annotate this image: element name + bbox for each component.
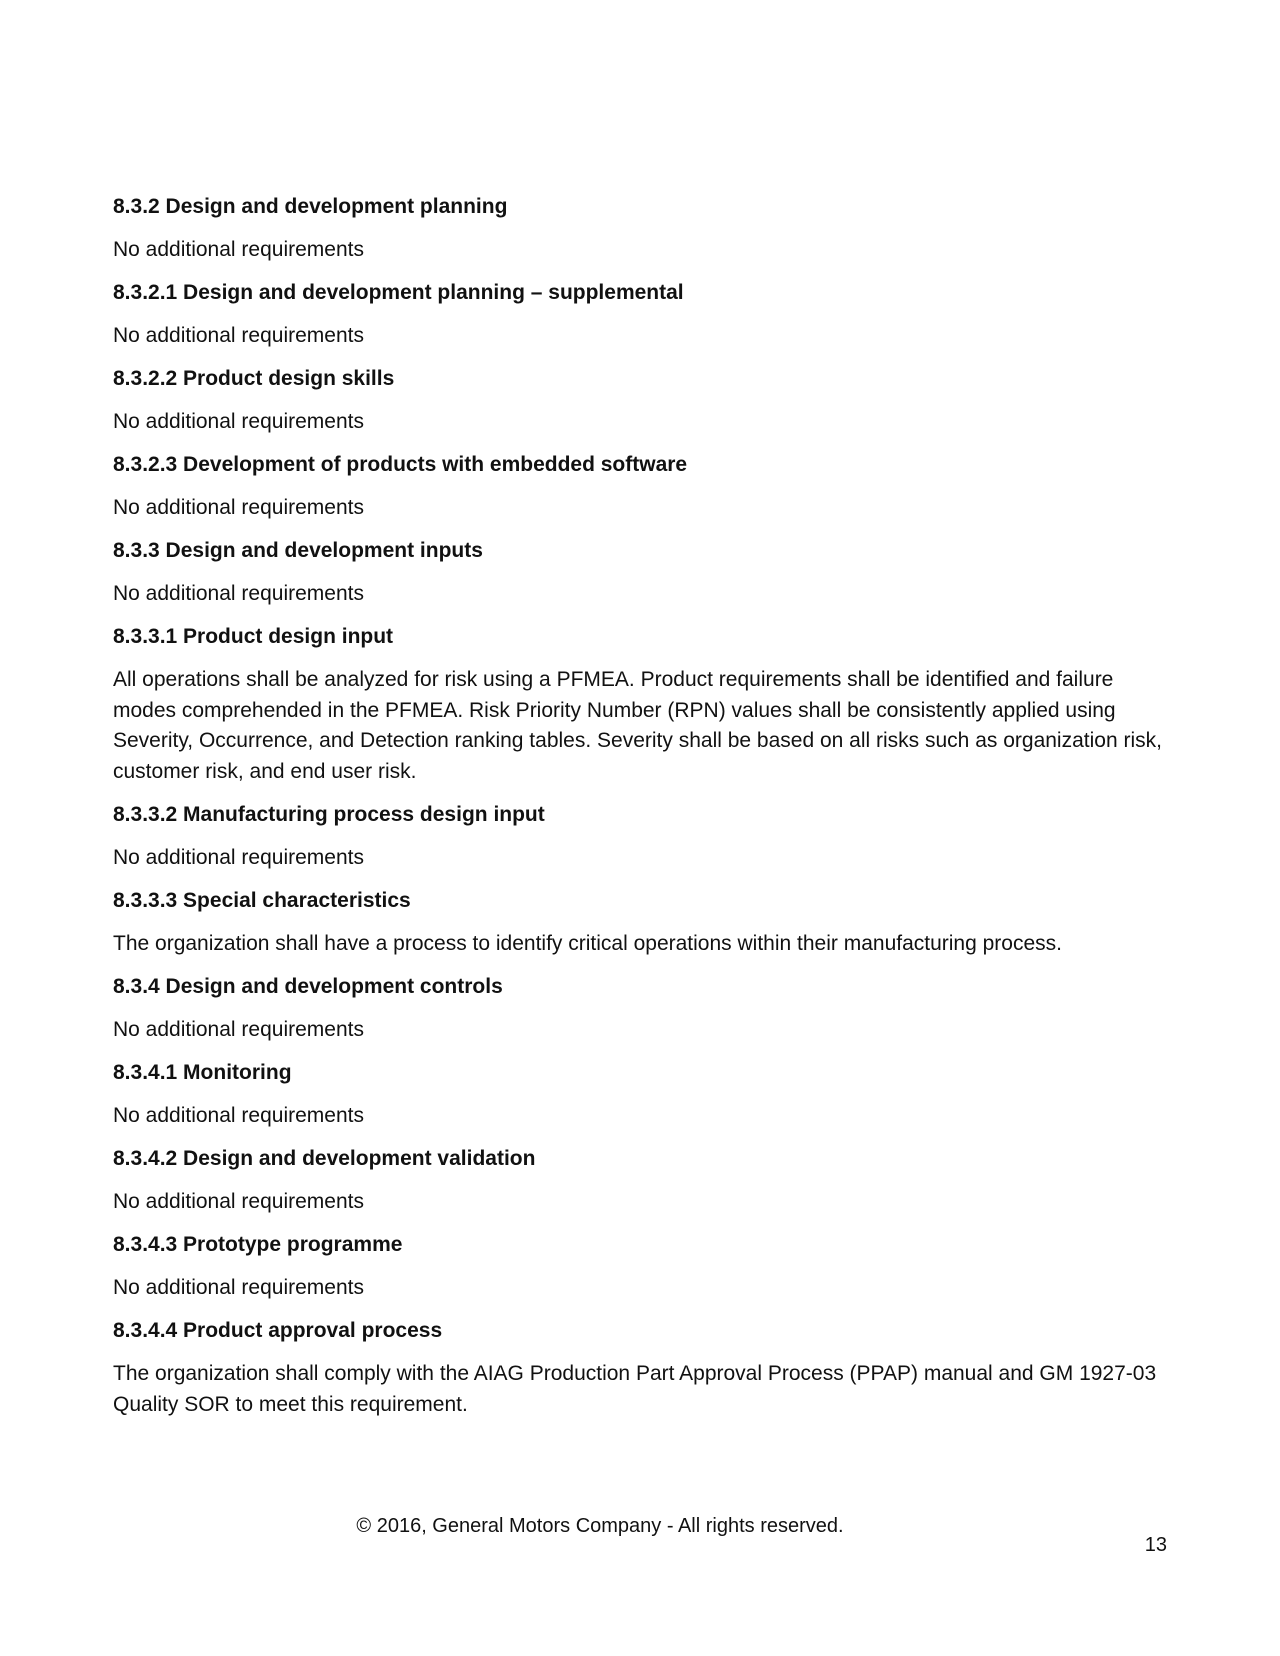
section-8-3-2-2: [113, 364, 1173, 437]
section-heading: 8.3.3.3 Special characteristics: [113, 889, 411, 912]
section-body: No additional requirements: [113, 846, 364, 869]
section-heading: 8.3.3 Design and development inputs: [113, 539, 483, 562]
section-8-3-4-2: [113, 1144, 1173, 1217]
section-body: All operations shall be analyzed for risk using a PFMEA. Product requirements shall be identified and failure modes comprehended in the PFMEA. Risk Priority Number (RPN) values shall be consistently applied using Severity, Occurrence, and Detection ranking tables. Severity shall be based on all risks such as organization risk, customer risk, and end user risk.: [113, 668, 1162, 783]
section-8-3-2-1: [113, 278, 1173, 351]
page-number: 13: [1144, 1534, 1167, 1556]
section-heading: 8.3.3.2 Manufacturing process design input: [113, 803, 545, 826]
section-body: No additional requirements: [113, 582, 364, 605]
section-body: No additional requirements: [113, 324, 364, 347]
section-heading: 8.3.4.2 Design and development validation: [113, 1147, 536, 1170]
section-8-3-3-2: [113, 800, 1173, 873]
section-body: The organization shall have a process to identify critical operations within their manufacturing process.: [113, 932, 1062, 955]
section-body: No additional requirements: [113, 1104, 364, 1127]
section-body: No additional requirements: [113, 410, 364, 433]
section-body: No additional requirements: [113, 1190, 364, 1213]
footer-copyright: © 2016, General Motors Company - All rights reserved.: [356, 1515, 844, 1537]
section-heading: 8.3.2.3 Development of products with embedded software: [113, 453, 688, 476]
section-heading: 8.3.2 Design and development planning: [113, 195, 508, 218]
section-heading: 8.3.2.2 Product design skills: [113, 367, 395, 390]
section-8-3-3: [113, 536, 1173, 609]
section-8-3-4: [113, 972, 1173, 1045]
section-8-3-2: [113, 192, 1173, 265]
section-body: The organization shall comply with the AIAG Production Part Approval Process (PPAP) manual and GM 1927-03 Quality SOR to meet this requirement.: [113, 1362, 1157, 1416]
section-body: No additional requirements: [113, 496, 364, 519]
section-heading: 8.3.4.1 Monitoring: [113, 1061, 292, 1084]
section-heading: 8.3.4.4 Product approval process: [113, 1319, 443, 1342]
section-8-3-3-1: [113, 622, 1173, 787]
section-body: No additional requirements: [113, 238, 364, 261]
section-8-3-2-3: [113, 450, 1173, 523]
section-8-3-4-4: [113, 1316, 1173, 1420]
section-heading: 8.3.4.3 Prototype programme: [113, 1233, 403, 1256]
section-heading: 8.3.2.1 Design and development planning – supplemental: [113, 281, 684, 304]
section-heading: 8.3.4 Design and development controls: [113, 975, 503, 998]
section-8-3-4-3: [113, 1230, 1173, 1303]
section-body: No additional requirements: [113, 1276, 364, 1299]
section-8-3-4-1: [113, 1058, 1173, 1131]
section-8-3-3-3: [113, 886, 1173, 959]
page-content: [113, 192, 1173, 1433]
section-heading: 8.3.3.1 Product design input: [113, 625, 394, 648]
section-body: No additional requirements: [113, 1018, 364, 1041]
